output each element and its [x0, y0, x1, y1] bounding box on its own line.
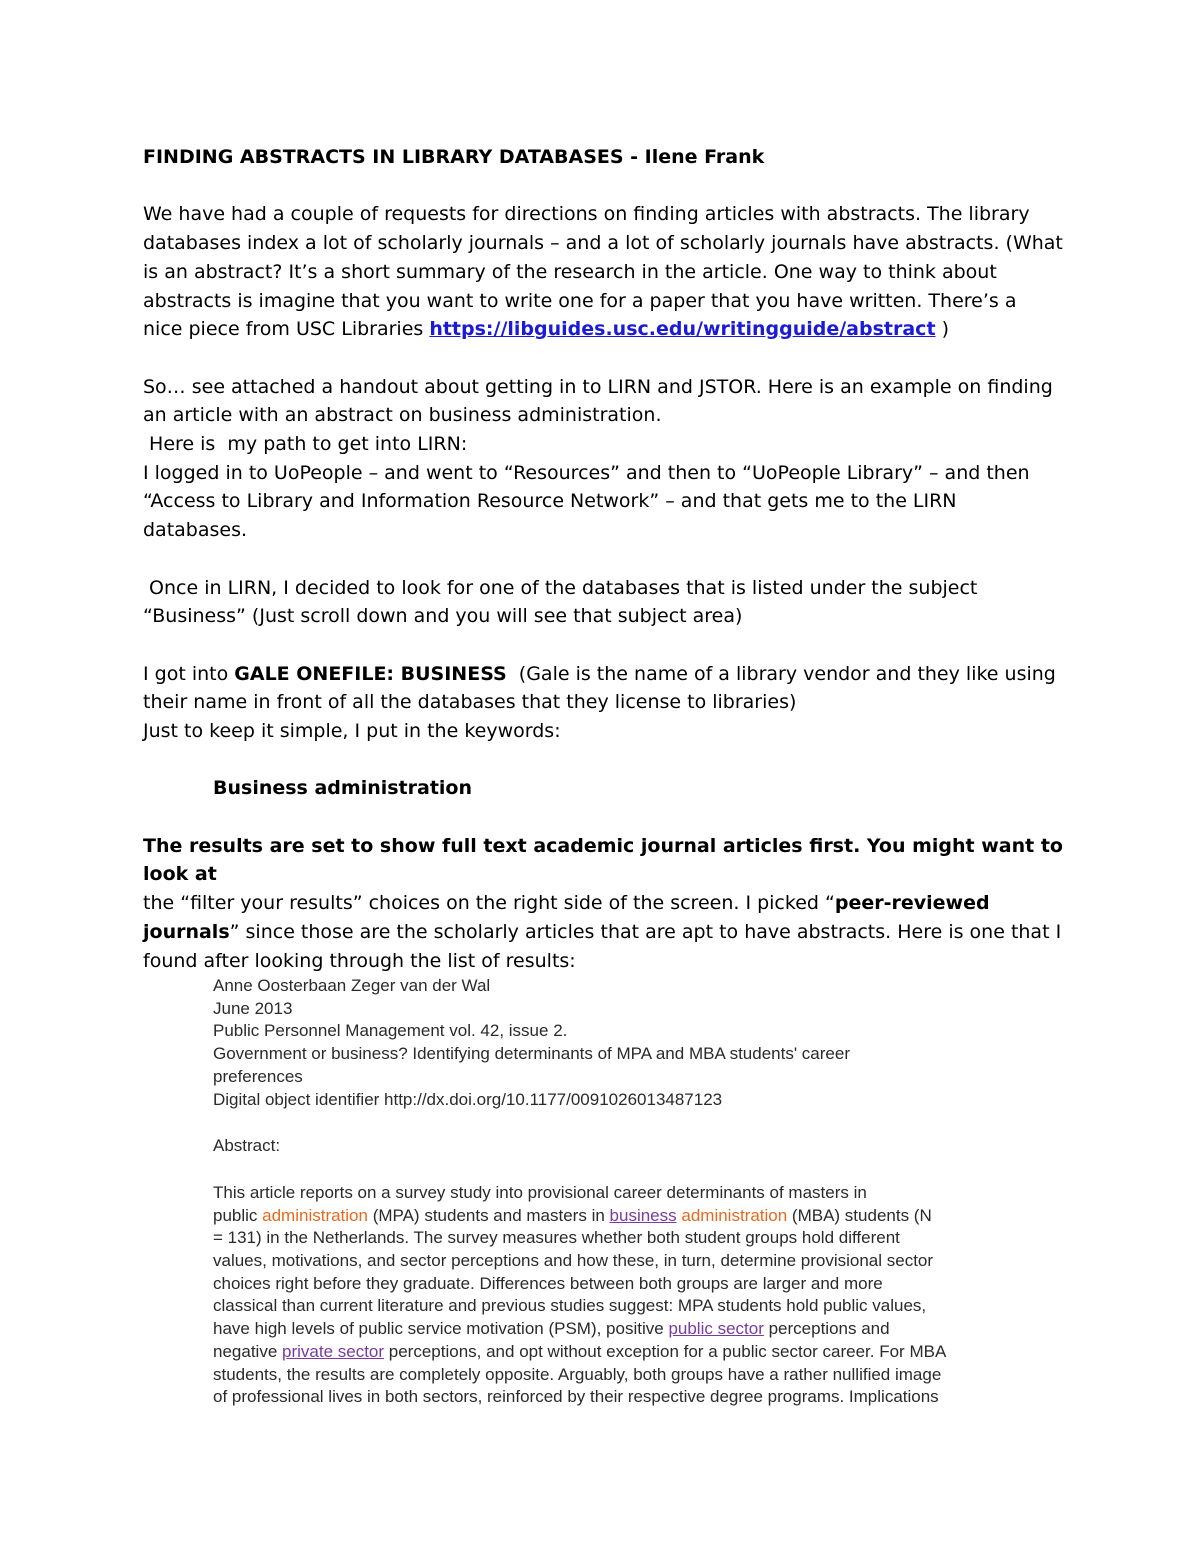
abstract-text: (MPA) students and masters in	[367, 1205, 610, 1225]
title-author: Ilene Frank	[644, 146, 765, 168]
results-peer-reviewed: peer-reviewed	[834, 892, 990, 915]
results-line-1: The results are set to show full text academic journal articles first. You might want to look at	[143, 834, 1063, 886]
abstract-line-1: This article reports on a survey study into provisional career determinants of masters in	[213, 1182, 867, 1202]
abstract-text: perceptions, and opt without exception for a public sector career. For MBA	[384, 1341, 947, 1361]
usc-libguides-link[interactable]: https://libguides.usc.edu/writingguide/abstract	[429, 318, 936, 341]
gale-line-1	[143, 660, 1073, 689]
abstract-line-8	[213, 1341, 1073, 1364]
abstract-line-10: of professional lives in both sectors, reinforced by their respective degree programs. Implications	[213, 1387, 939, 1407]
results-line-3-suffix: ” since those are the scholarly articles that are apt to have abstracts. Here is one that I	[229, 920, 1062, 943]
intro-line-5	[143, 315, 1073, 344]
title-separator: -	[623, 146, 645, 168]
search-keywords: Business administration	[213, 777, 473, 800]
citation-title-line-1: Government or business? Identifying determinants of MPA and MBA students' career	[213, 1044, 850, 1064]
abstract-text: public	[213, 1205, 263, 1225]
highlight-administration: administration	[681, 1205, 788, 1225]
results-line-2-prefix: the “filter your results” choices on the right side of the screen. I picked “	[143, 892, 835, 915]
path-line-1: So… see attached a handout about getting in to LIRN and JSTOR. Here is an example on finding	[143, 375, 1053, 398]
abstract-line-9: students, the results are completely opposite. Arguably, both groups have a rather nullified image	[213, 1364, 942, 1384]
citation-authors: Anne Oosterbaan Zeger van der Wal	[213, 976, 491, 995]
abstract-text: negative	[213, 1341, 282, 1361]
highlight-administration: administration	[262, 1205, 368, 1225]
intro-line-4: abstracts is imagine that you want to write one for a paper that you have written. There’s a	[143, 289, 1017, 312]
gale-prefix: I got into	[143, 662, 235, 685]
abstract-text: perceptions and	[763, 1319, 890, 1339]
abstract-line-3: = 131) in the Netherlands. The survey measures whether both student groups hold different	[213, 1228, 900, 1248]
business-link[interactable]: business	[609, 1205, 677, 1225]
gale-database-name: GALE ONEFILE: BUSINESS	[234, 662, 507, 685]
abstract-line-7	[213, 1318, 1073, 1341]
gale-line-2: their name in front of all the databases that they license to libraries)	[143, 691, 797, 714]
citation-block	[213, 975, 1073, 1409]
results-journals: journals	[143, 920, 230, 943]
abstract-line-4: values, motivations, and sector perceptions and how these, in turn, determine provisional sector	[213, 1251, 934, 1271]
title-heading: FINDING ABSTRACTS IN LIBRARY DATABASES	[143, 146, 624, 168]
document-body	[143, 143, 1073, 975]
abstract-text: (MBA) students (N	[787, 1205, 932, 1225]
intro-link-suffix: )	[935, 318, 949, 341]
private-sector-link[interactable]: private sector	[282, 1341, 385, 1361]
lirn-line-2: “Business” (Just scroll down and you will see that subject area)	[143, 605, 743, 628]
citation-date: June 2013	[213, 998, 293, 1018]
path-line-5: “Access to Library and Information Resource Network” – and that gets me to the LIRN	[143, 490, 957, 513]
path-line-4: I logged in to UoPeople – and went to “Resources” and then to “UoPeople Library” – and then	[143, 461, 1030, 484]
path-line-3: Here is my path to get into LIRN:	[143, 433, 468, 455]
results-line-2	[143, 889, 1073, 918]
path-line-2: an article with an abstract on business administration.	[143, 404, 662, 427]
results-line-4: found after looking through the list of results:	[143, 949, 576, 972]
abstract-line-2	[213, 1205, 1073, 1228]
intro-link-prefix: nice piece from USC Libraries	[143, 318, 430, 341]
intro-line-3: is an abstract? It’s a short summary of the research in the article. One way to think about	[143, 260, 997, 283]
intro-line-2: databases index a lot of scholarly journals – and a lot of scholarly journals have abstracts. (What	[143, 232, 1063, 255]
public-sector-link[interactable]: public sector	[668, 1319, 764, 1339]
intro-line-1: We have had a couple of requests for directions on finding articles with abstracts. The library	[143, 203, 1030, 226]
gale-line-3: Just to keep it simple, I put in the keywords:	[143, 720, 561, 742]
citation-title-line-2: preferences	[213, 1066, 303, 1086]
lirn-line-1: Once in LIRN, I decided to look for one of the databases that is listed under the subject	[143, 576, 978, 599]
abstract-label: Abstract:	[213, 1136, 281, 1156]
citation-doi: Digital object identifier http://dx.doi.org/10.1177/0091026013487123	[213, 1089, 723, 1109]
results-line-3	[143, 918, 1073, 947]
path-line-6: databases.	[143, 519, 248, 542]
gale-suffix: (Gale is the name of a library vendor and they like using	[506, 662, 1056, 685]
document-title	[143, 143, 1073, 172]
abstract-line-6: classical than current literature and previous studies suggest: MPA students hold public values,	[213, 1296, 927, 1316]
abstract-text: have high levels of public service motivation (PSM), positive	[213, 1319, 669, 1339]
abstract-line-5: choices right before they graduate. Differences between both groups are larger and more	[213, 1273, 883, 1293]
citation-journal: Public Personnel Management vol. 42, issue 2.	[213, 1021, 568, 1041]
